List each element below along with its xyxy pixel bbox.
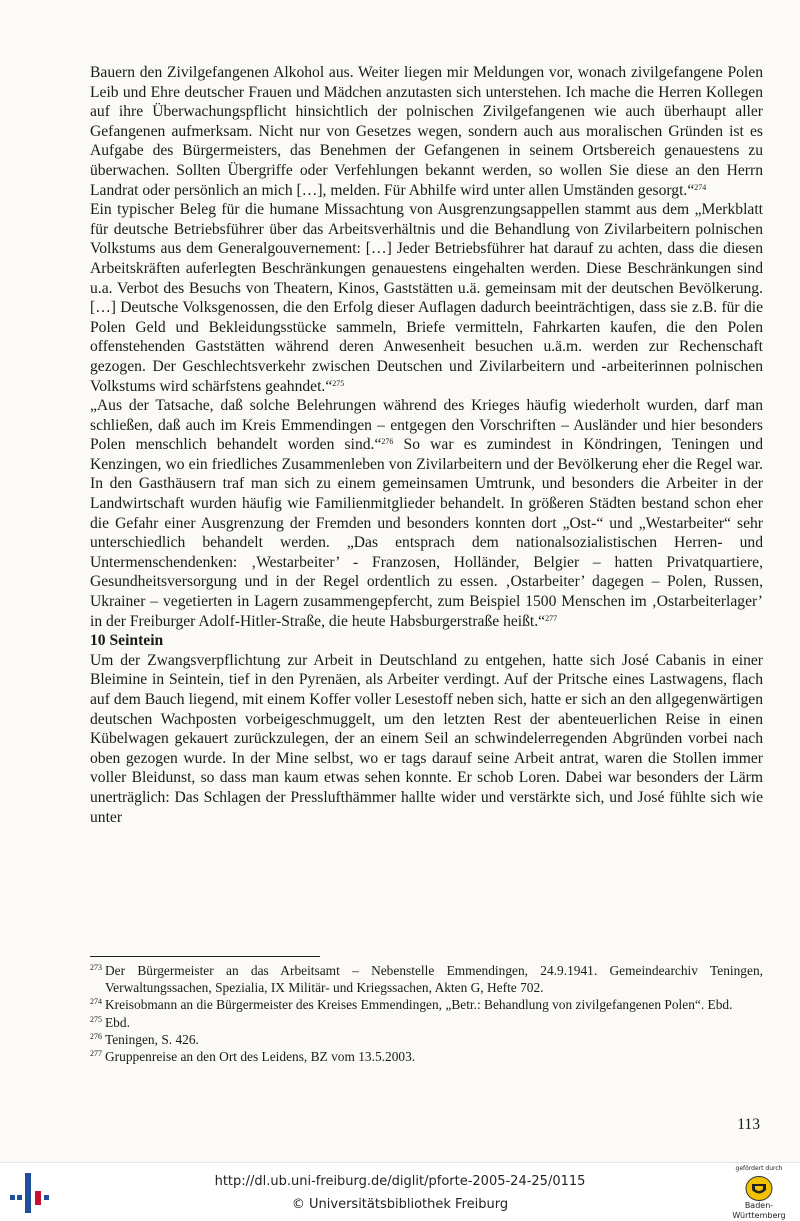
section-heading: 10 Seintein: [90, 632, 164, 650]
sponsor-badge: [724, 1165, 794, 1221]
paragraph-4: Um der Zwangsverpflichtung zur Arbeit in Deutschland zu entgehen, hatte sich José Cabanis in einer Bleimine in Seintein, tief in den Pyrenäen, als Arbeiter verdingt. Auf der Pritsche eines Lastwagens, flach auf dem Bauch liegend, mit einem Koffer voller Lesestoff neben sich, hatte er sich an den allgegenwärtigen deutschen Wachposten vorbeigeschmuggelt, um den letzten Rest der abenteuerlichen Reise in einen Kübelwagen gekauert zurückzulegen, der an einem Seil an schwindelerregenden Abgründen vorbei nach oben gezogen wurde. In der Mine selbst, wo er tags darauf seine Arbeit antrat, waren die Stollen immer voller Bleidunst, so dass man kaum etwas sehen konnte. Er schob Loren. Dabei war besonders der Lärm unerträglich: Das Schlagen der Presslufthämmer hallte wider und verstärkte sich, und José fühlte sich wie unter: [90, 651, 763, 826]
footnotes: [90, 962, 763, 1065]
document-url-link[interactable]: http://dl.ub.uni-freiburg.de/diglit/pforte-2005-24-25/0115: [214, 1174, 586, 1189]
footnote-ref-277: 277: [545, 613, 558, 623]
footnote: 273 Der Bürgermeister an das Arbeitsamt – Nebenstelle Emmendingen, 24.9.1941. Gemeindearchiv Teningen, Verwaltungssachen, Spezialia, IX Militär- und Kriegssachen, Akten G, Hefte 702.: [90, 963, 763, 996]
footnote: 276 Teningen, S. 426.: [90, 1031, 199, 1047]
footnote-divider: [90, 956, 320, 957]
sponsor-name: Baden-Württemberg: [732, 1201, 786, 1220]
body-text: [90, 63, 763, 827]
footnote-ref-274: 274: [694, 182, 707, 192]
paragraph-1: Bauern den Zivilgefangenen Alkohol aus. Weiter liegen mir Meldungen vor, wonach zivilgefangene Polen Leib und Ehre deutscher Frauen und Mädchen anzutasten sich unterstehen. Ich mache die Herren Kollegen auf ihre Überwachungspflicht hinsichtlich der polnischen Zivilgefangenen wie auch überhaupt aller Gefangenen aufmerksam. Nicht nur von Gesetzes wegen, sondern auch aus moralischen Gründen ist es Aufgabe des Bürgermeisters, das Benehmen der Gefangenen in seinem Ortsbereich genauestens zu überwachen. Sollten Übergriffe oder Verfehlungen bekannt werden, so wollen Sie diese an den Herrn Landrat oder persönlich an mich […], melden. Für Abhilfe wird unter allen Umständen gesorgt.“$^{274}$: [90, 64, 763, 199]
footnote: 274 Kreisobmann an die Bürgermeister des Kreises Emmendingen, „Betr.: Behandlung von zivilgefangenen Polen“. Ebd.: [90, 997, 733, 1013]
page-number: 113: [737, 1116, 760, 1133]
footnote: 277 Gruppenreise an den Ort des Leidens, BZ vom 13.5.2003.: [90, 1049, 416, 1065]
baden-wuerttemberg-crest-icon: [745, 1175, 773, 1202]
footnote: 275 Ebd.: [90, 1014, 130, 1030]
paragraph-2: Ein typischer Beleg für die humane Missachtung von Ausgrenzungsappellen stammt aus dem „Merkblatt für deutsche Betriebsführer über das Arbeitsverhältnis und die Behandlung von Zivilarbeitern polnischen Volkstums aus dem Generalgouvernement: […] Jeder Betriebsführer hat darauf zu achten, dass die diesen Arbeitskräften auferlegten Beschränkungen genauestens eingehalten werden. Diese Beschränkungen sind u.a. Verbot des Besuchs von Theatern, Kinos, Gaststätten u.ä. gemeinsam mit der deutschen Bevölkerung. […] Deutsche Volksgenossen, die den Erfolg dieser Auflagen dadurch beeinträchtigen, dass sie z.B. für die Polen Geld und Bekleidungsstücke sammeln, Briefe vermitteln, Fahrkarten kaufen, die den Polen offenstehenden Gaststätten während deren Anwesenheit besuchen u.ä.m. werden zur Rechenschaft gezogen. Der Geschlechtsverkehr zwischen Deutschen und Zivilarbeitern und -arbeiterinnen polnischen Volkstums wird schärfstens geahndet.“$^{275}$: [90, 201, 763, 395]
copyright-notice: © Universitätsbibliothek Freiburg: [291, 1197, 509, 1212]
paragraph-3: „Aus der Tatsache, daß solche Belehrungen während des Krieges häufig wiederholt wurden, darf man schließen, daß auch im Kreis Emmendingen – entgegen den Vorschriften – Ausländer und hier besonders Polen menschlich behandelt worden sind.“$^{276}$ So war es zumindest in Köndringen, Teningen und Kenzingen, wo ein friedliches Zusammenleben von Zivilarbeitern und der Bevölkerung eher die Regel war. In den Gasthäusern traf man sich zu einem gemeinsamen Umtrunk, und besonders die Arbeiter in der Landwirtschaft wurden häufig wie Familienmitglieder behandelt. In größeren Städten bestand schon eher die Gefahr einer Ausgrenzung der Fremden und besonders konnten dort „Ost-“ und „Westarbeiter“ sehr unterschiedlich behandelt werden. „Das entsprach dem nationalsozialistischen Herren- und Untermenschendenken: ‚Westarbeiter’ - Franzosen, Holländer, Belgier – hatten Privatquartiere, Gesundheitsversorgung und in der Regel ordentlich zu essen. ‚Ostarbeiter’ dagegen – Polen, Russen, Ukrainer – vegetierten in Lagern zusammengepfercht, zum Beispiel 1500 Menschen im ‚Ostarbeiterlager’ in der Freiburger Adolf-Hitler-Straße, die heute Habsburgerstraße heißt.“$^{277}$: [90, 397, 764, 630]
footnote-ref-275: 275: [332, 378, 345, 388]
footnote-ref-276: 276: [381, 437, 394, 447]
viewer-footer: [0, 1162, 800, 1220]
sponsor-caption: gefördert durch: [735, 1165, 783, 1172]
